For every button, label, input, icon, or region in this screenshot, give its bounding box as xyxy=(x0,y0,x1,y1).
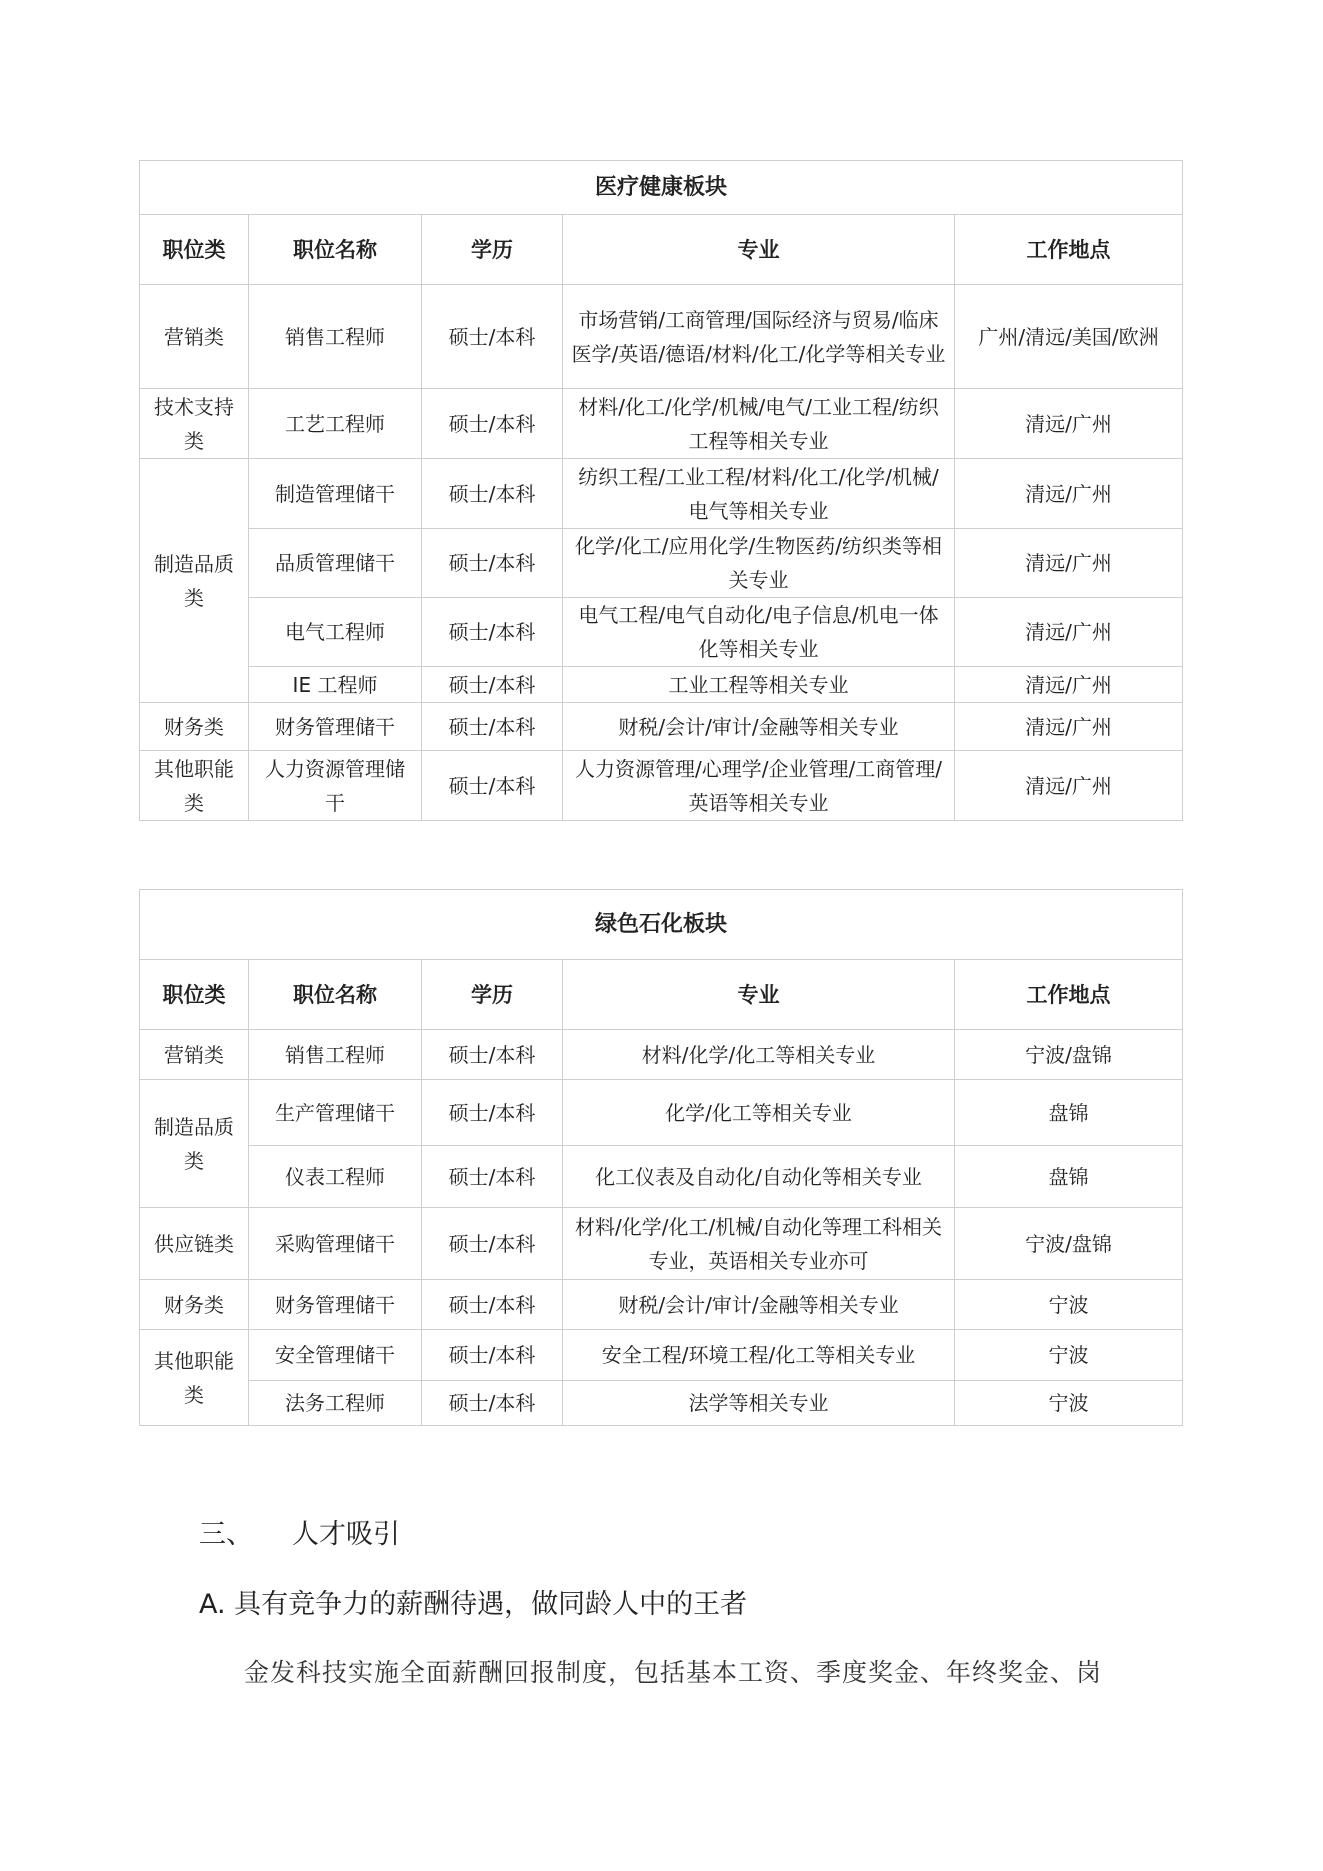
job-title-cell: 销售工程师 xyxy=(249,1030,422,1080)
degree-cell: 硕士/本科 xyxy=(422,529,563,598)
job-category-cell: 制造品质类 xyxy=(140,1080,249,1208)
table-row xyxy=(140,285,1183,389)
major-cell: 法学等相关专业 xyxy=(563,1381,955,1426)
location-cell: 广州/清远/美国/欧洲 xyxy=(955,285,1183,389)
degree-cell: 硕士/本科 xyxy=(422,1330,563,1381)
degree-cell: 硕士/本科 xyxy=(422,667,563,703)
major-cell: 材料/化工/化学/机械/电气/工业工程/纺织工程等相关专业 xyxy=(563,389,955,459)
column-header: 学历 xyxy=(422,960,563,1030)
major-cell: 材料/化学/化工等相关专业 xyxy=(563,1030,955,1080)
major-cell: 化学/化工/应用化学/生物医药/纺织类等相关专业 xyxy=(563,529,955,598)
major-cell: 人力资源管理/心理学/企业管理/工商管理/英语等相关专业 xyxy=(563,751,955,821)
location-cell: 宁波 xyxy=(955,1330,1183,1381)
degree-cell: 硕士/本科 xyxy=(422,459,563,529)
location-cell: 盘锦 xyxy=(955,1146,1183,1208)
green-petrochem-jobs-table xyxy=(139,889,1183,1426)
table-row xyxy=(140,598,1183,667)
job-title-cell: 财务管理储干 xyxy=(249,1280,422,1330)
degree-cell: 硕士/本科 xyxy=(422,598,563,667)
job-category-cell: 供应链类 xyxy=(140,1208,249,1280)
section-title: 人才吸引 xyxy=(292,1519,400,1550)
table-header-row xyxy=(140,960,1183,1030)
column-header: 职位类 xyxy=(140,215,249,285)
job-title-cell: 电气工程师 xyxy=(249,598,422,667)
table-row xyxy=(140,1146,1183,1208)
job-title-cell: 安全管理储干 xyxy=(249,1330,422,1381)
major-cell: 材料/化学/化工/机械/自动化等理工科相关专业，英语相关专业亦可 xyxy=(563,1208,955,1280)
section-number: 三、 xyxy=(199,1519,253,1550)
column-header: 职位名称 xyxy=(249,960,422,1030)
job-category-cell: 技术支持类 xyxy=(140,389,249,459)
body-paragraph: 金发科技实施全面薪酬回报制度，包括基本工资、季度奖金、年终奖金、岗 xyxy=(244,1658,1103,1687)
table-row xyxy=(140,1030,1183,1080)
job-title-cell: 制造管理储干 xyxy=(249,459,422,529)
major-cell: 纺织工程/工业工程/材料/化工/化学/机械/电气等相关专业 xyxy=(563,459,955,529)
table-title: 绿色石化板块 xyxy=(140,890,1183,960)
location-cell: 宁波/盘锦 xyxy=(955,1208,1183,1280)
column-header: 职位类 xyxy=(140,960,249,1030)
section-heading xyxy=(199,1512,400,1551)
column-header: 职位名称 xyxy=(249,215,422,285)
table-row xyxy=(140,389,1183,459)
medical-health-jobs-table xyxy=(139,160,1183,821)
degree-cell: 硕士/本科 xyxy=(422,1208,563,1280)
location-cell: 盘锦 xyxy=(955,1080,1183,1146)
degree-cell: 硕士/本科 xyxy=(422,285,563,389)
table-row xyxy=(140,1330,1183,1381)
job-title-cell: 销售工程师 xyxy=(249,285,422,389)
table-row xyxy=(140,1381,1183,1426)
location-cell: 清远/广州 xyxy=(955,529,1183,598)
major-cell: 化工仪表及自动化/自动化等相关专业 xyxy=(563,1146,955,1208)
job-title-cell: 品质管理储干 xyxy=(249,529,422,598)
table-row xyxy=(140,703,1183,751)
major-cell: 市场营销/工商管理/国际经济与贸易/临床医学/英语/德语/材料/化工/化学等相关专业 xyxy=(563,285,955,389)
table-row xyxy=(140,751,1183,821)
location-cell: 宁波 xyxy=(955,1280,1183,1330)
job-title-cell: 生产管理储干 xyxy=(249,1080,422,1146)
location-cell: 宁波/盘锦 xyxy=(955,1030,1183,1080)
degree-cell: 硕士/本科 xyxy=(422,1030,563,1080)
column-header: 专业 xyxy=(563,960,955,1030)
degree-cell: 硕士/本科 xyxy=(422,703,563,751)
major-cell: 工业工程等相关专业 xyxy=(563,667,955,703)
job-title-cell: 工艺工程师 xyxy=(249,389,422,459)
degree-cell: 硕士/本科 xyxy=(422,1280,563,1330)
table-row xyxy=(140,1208,1183,1280)
job-category-cell: 财务类 xyxy=(140,703,249,751)
subsection-heading: A. 具有竞争力的薪酬待遇，做同龄人中的王者 xyxy=(199,1589,748,1620)
job-category-cell: 其他职能类 xyxy=(140,751,249,821)
major-cell: 安全工程/环境工程/化工等相关专业 xyxy=(563,1330,955,1381)
location-cell: 清远/广州 xyxy=(955,459,1183,529)
table-header-row xyxy=(140,215,1183,285)
major-cell: 化学/化工等相关专业 xyxy=(563,1080,955,1146)
major-cell: 电气工程/电气自动化/电子信息/机电一体化等相关专业 xyxy=(563,598,955,667)
location-cell: 清远/广州 xyxy=(955,751,1183,821)
table-title: 医疗健康板块 xyxy=(140,161,1183,215)
location-cell: 清远/广州 xyxy=(955,389,1183,459)
job-category-cell: 制造品质类 xyxy=(140,459,249,703)
job-title-cell: IE 工程师 xyxy=(249,667,422,703)
major-cell: 财税/会计/审计/金融等相关专业 xyxy=(563,1280,955,1330)
job-title-cell: 财务管理储干 xyxy=(249,703,422,751)
degree-cell: 硕士/本科 xyxy=(422,1080,563,1146)
table-row xyxy=(140,529,1183,598)
column-header: 工作地点 xyxy=(955,215,1183,285)
degree-cell: 硕士/本科 xyxy=(422,389,563,459)
job-category-cell: 其他职能类 xyxy=(140,1330,249,1426)
table-row xyxy=(140,667,1183,703)
location-cell: 清远/广州 xyxy=(955,598,1183,667)
degree-cell: 硕士/本科 xyxy=(422,751,563,821)
degree-cell: 硕士/本科 xyxy=(422,1381,563,1426)
job-category-cell: 营销类 xyxy=(140,285,249,389)
job-title-cell: 人力资源管理储干 xyxy=(249,751,422,821)
job-title-cell: 仪表工程师 xyxy=(249,1146,422,1208)
job-category-cell: 财务类 xyxy=(140,1280,249,1330)
column-header: 学历 xyxy=(422,215,563,285)
column-header: 专业 xyxy=(563,215,955,285)
column-header: 工作地点 xyxy=(955,960,1183,1030)
job-title-cell: 法务工程师 xyxy=(249,1381,422,1426)
table-row xyxy=(140,1280,1183,1330)
major-cell: 财税/会计/审计/金融等相关专业 xyxy=(563,703,955,751)
location-cell: 清远/广州 xyxy=(955,667,1183,703)
job-title-cell: 采购管理储干 xyxy=(249,1208,422,1280)
table-row xyxy=(140,1080,1183,1146)
table-row xyxy=(140,459,1183,529)
location-cell: 清远/广州 xyxy=(955,703,1183,751)
degree-cell: 硕士/本科 xyxy=(422,1146,563,1208)
location-cell: 宁波 xyxy=(955,1381,1183,1426)
job-category-cell: 营销类 xyxy=(140,1030,249,1080)
